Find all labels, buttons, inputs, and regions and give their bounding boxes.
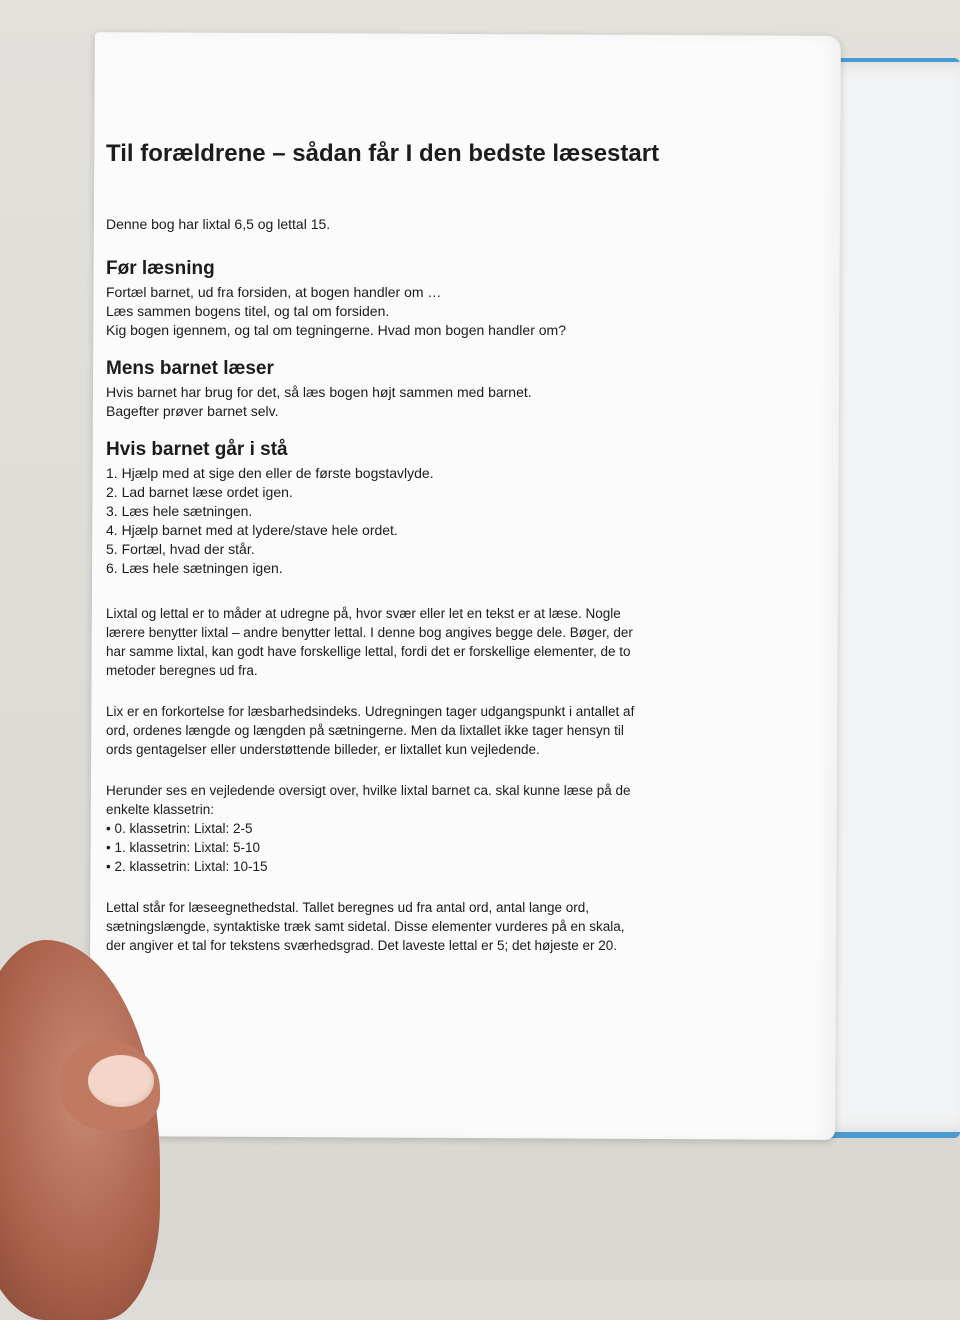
section-heading: Hvis barnet går i stå [106,439,288,460]
section-line: Fortæl barnet, ud fra forsiden, at bogen handler om … [106,284,442,300]
section-while-reading [106,358,716,421]
section-line: Kig bogen igennem, og tal om tegningerne. Hvad mon bogen handler om? [106,322,566,338]
list-item: 5. Fortæl, hvad der står. [106,541,255,557]
paragraph-line: metoder beregnes ud fra. [106,663,258,678]
list-item: 1. Hjælp med at sige den eller de første bogstavlyde. [106,465,434,481]
list-item: 2. Lad barnet læse ordet igen. [106,484,293,500]
list-item: 6. Læs hele sætningen igen. [106,560,283,576]
bullet-item: • 2. klassetrin: Lixtal: 10-15 [106,859,268,874]
paragraph-line: Lettal står for læseegnethedstal. Tallet beregnes ud fra antal ord, antal lange ord, [106,900,590,915]
section-before-reading [106,258,716,340]
page-title: Til forældrene – sådan får I den bedste læsestart [106,140,660,167]
list-item: 3. Læs hele sætningen. [106,503,253,519]
section-line: Hvis barnet har brug for det, så læs bogen højt sammen med barnet. [106,384,532,400]
paragraph-line: Herunder ses en vejledende oversigt over, hvilke lixtal barnet ca. skal kunne læse på de [106,783,631,798]
section-heading: Før læsning [106,258,215,279]
paragraph-grade-overview [106,781,716,876]
paragraph-line: lærere benytter lixtal – andre benytter lettal. I denne bog angives begge dele. Bøger, der [106,625,633,640]
paragraph-lettal-definition [106,898,716,955]
paragraph-line: enkelte klassetrin: [106,802,215,817]
paragraph-line: Lixtal og lettal er to måder at udregne på, hvor svær eller let en tekst er at læse. Nogle [106,606,621,621]
paragraph-line: ords gentagelser eller understøttende billeder, er lixtallet kun vejledende. [106,742,540,757]
bullet-item: • 0. klassetrin: Lixtal: 2-5 [106,821,253,836]
paragraph-line: ord, ordenes længde og længden på sætningerne. Men da lixtallet ikke tager hensyn til [106,723,624,738]
section-line: Læs sammen bogens titel, og tal om forsiden. [106,303,390,319]
bullet-item: • 1. klassetrin: Lixtal: 5-10 [106,840,261,855]
paragraph-lix-lettal [106,604,716,680]
paragraph-line: Lix er en forkortelse for læsbarhedsindeks. Udregningen tager udgangspunkt i antallet af [106,704,635,719]
page-content [106,140,716,977]
list-item: 4. Hjælp barnet med at lydere/stave hele ordet. [106,522,398,538]
section-line: Bagefter prøver barnet selv. [106,403,279,419]
paragraph-line: sætningslængde, syntaktiske træk samt sidetal. Disse elementer vurderes på en skala, [106,919,625,934]
section-heading: Mens barnet læser [106,358,274,379]
thumbnail-nail [88,1055,154,1107]
section-if-stuck [106,439,716,578]
lix-info: Denne bog har lixtal 6,5 og lettal 15. [106,216,331,232]
paragraph-line: der angiver et tal for tekstens sværhedsgrad. Det laveste lettal er 5; det højeste er 20. [106,938,618,953]
paragraph-line: har samme lixtal, kan godt have forskellige lettal, fordi det er forskellige elementer, de to [106,644,631,659]
paragraph-lix-definition [106,702,716,759]
